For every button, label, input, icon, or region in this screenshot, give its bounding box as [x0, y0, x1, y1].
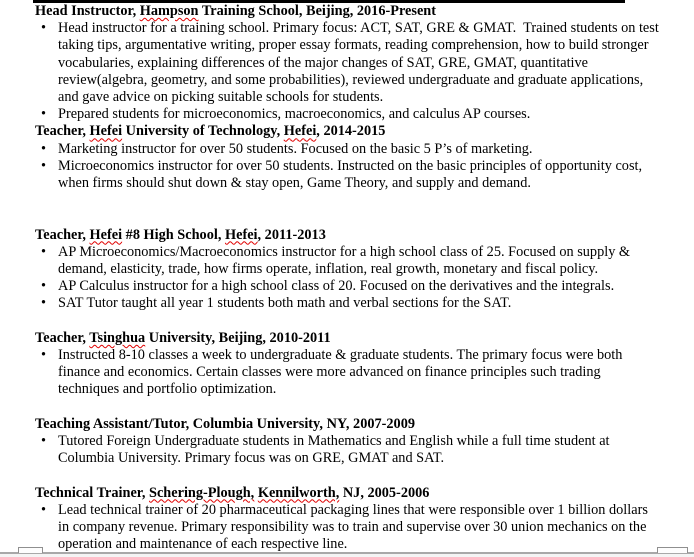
job-title-text: Head Instructor, [35, 3, 140, 19]
bullet-item [35, 347, 662, 399]
job-title [35, 227, 662, 244]
bullet-text: SAT Tutor taught all year 1 students both math and verbal sections for the SAT. [58, 295, 512, 312]
job-title [35, 485, 662, 502]
bullet-text: AP Calculus instructor for a high school class of 20. Focused on the derivatives and the integrals. [58, 278, 615, 295]
bullet-item [35, 295, 662, 312]
job-entry [35, 123, 662, 192]
bullet-text: Marketing instructor for over 50 students. Focused on the basic 5 P’s of marketing. [58, 140, 533, 157]
job-title [35, 416, 662, 433]
job-title [35, 3, 662, 20]
job-bullet-list [35, 433, 662, 467]
bullet-item [35, 106, 662, 123]
job-title-text: Teacher, [35, 123, 90, 140]
job-title-text: NJ, 2005-2006 [339, 484, 430, 501]
bullet-item [35, 433, 662, 467]
job-title-text: Training School, Beijing, 2016-Present [198, 3, 437, 19]
misspelled-word: Hefei [224, 226, 258, 243]
bullet-item [35, 158, 662, 192]
bullet-text: Lead technical trainer of 20 pharmaceutical packaging lines that were responsible over 1 billion dollars in company revenue. Primary responsibility was to train and supervise over 30 union mechanics on the operation and maintenance of each respective line. [58, 501, 652, 553]
job-title [35, 123, 662, 140]
job-entry [35, 485, 662, 554]
bullet-item [35, 141, 662, 158]
bullet-item [35, 278, 662, 295]
job-entry [35, 227, 662, 313]
job-title-text: , 2011-2013 [257, 226, 326, 243]
job-title-text: University of Technology, [122, 123, 284, 140]
job-entry [35, 416, 662, 468]
job-title-text: Technical Trainer, [35, 484, 149, 501]
job-title-text: Teacher, [35, 226, 90, 243]
job-title [35, 330, 662, 347]
job-bullet-list [35, 20, 662, 123]
misspelled-word: Hefei [283, 123, 317, 140]
job-entry [35, 3, 662, 123]
misspelled-word: Kennilworth, [257, 484, 340, 501]
misspelled-word: Hefei [89, 123, 123, 140]
table-corner-handle-left[interactable] [18, 547, 43, 553]
bullet-item [35, 244, 662, 278]
misspelled-word: Tsinghua [89, 329, 146, 346]
bullet-text: Tutored Foreign Undergraduate students in Mathematics and English while a full time student at Columbia University. Primary focus was on GRE, GMAT and SAT. [58, 433, 614, 467]
misspelled-word: Schering-Plough, [149, 484, 255, 501]
bullet-item [35, 502, 662, 554]
job-title-text: #8 High School, [122, 226, 225, 243]
misspelled-word: Hampson [139, 3, 199, 19]
bullet-text: Instructed 8-10 classes a week to undergraduate & graduate students. The primary focus were both finance and economics. Certain classes were more advanced on finance principles such trading techniques and portfolio optimization. [58, 347, 626, 398]
job-title-text: Teaching Assistant/Tutor, Columbia University, NY, 2007-2009 [35, 415, 415, 432]
job-bullet-list [35, 347, 662, 399]
bullet-text: Head instructor for a training school. Primary focus: ACT, SAT, GRE & GMAT. Trained students on test taking tips, argumentative writing, proper essay formats, reading comprehension, how to build stronger vocabularies, explaining differences of the major changes of SAT, GRE, GMAT, quantitative review(algebra, geometry, and some probabilities), reviewed undergraduate and graduate applications, and gave advice on picking suitable schools for students. [58, 20, 663, 106]
bullet-text: Prepared students for microeconomics, macroeconomics, and calculus AP courses. [58, 106, 531, 123]
bullet-text: AP Microeconomics/Macroeconomics instructor for a high school class of 25. Focused on supply & demand, elasticity, trade, how firms operate, inflation, real growth, monetary and fiscal policy. [58, 243, 634, 278]
job-entry [35, 330, 662, 399]
job-bullet-list [35, 141, 662, 193]
job-title-text: Teacher, [35, 329, 90, 346]
job-bullet-list [35, 244, 662, 313]
bullet-item [35, 20, 662, 106]
experience-content [35, 3, 662, 553]
job-title-text: University, Beijing, 2010-2011 [145, 329, 331, 346]
job-title-text: , 2014-2015 [316, 123, 386, 140]
misspelled-word: Hefei [89, 226, 123, 243]
bullet-text: Microeconomics instructor for over 50 students. Instructed on the basic principles of opportunity cost, when firms should shut down & stay open, Game Theory, and supply and demand. [58, 157, 646, 192]
job-bullet-list [35, 502, 662, 554]
table-corner-handle-right[interactable] [657, 547, 688, 553]
page-bottom-boundary [0, 552, 694, 554]
